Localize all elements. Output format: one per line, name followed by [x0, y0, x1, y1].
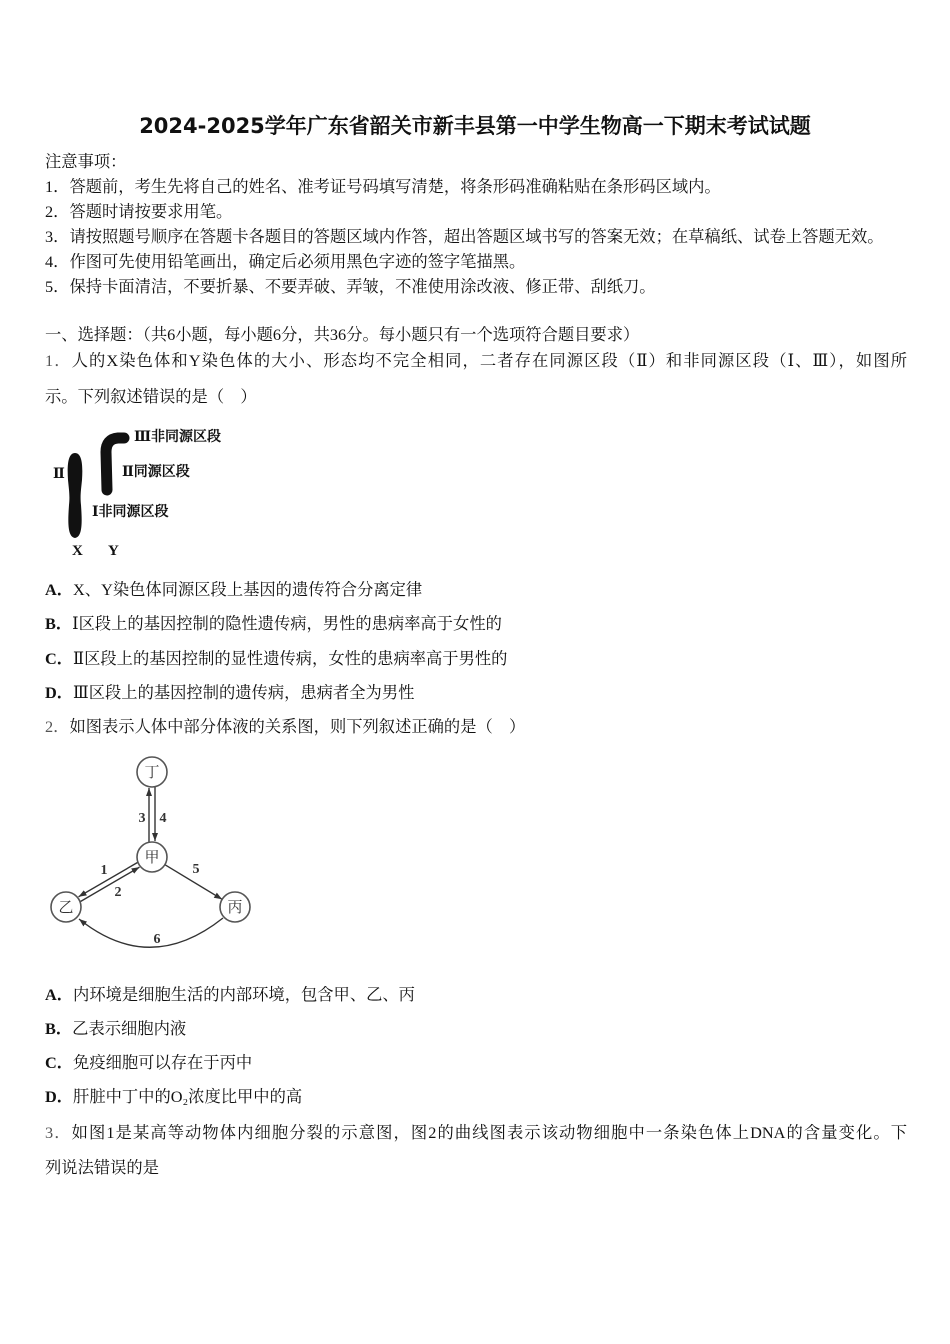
option-text: Ⅰ区段上的基因控制的隐性遗传病，男性的患病率高于女性的 [72, 614, 502, 634]
chromosome-figure [45, 420, 245, 565]
arrow-5-label: 5 [192, 862, 200, 877]
y-chromosome [106, 438, 124, 490]
option-letter: B． [45, 614, 73, 634]
question-number: 3． [45, 1123, 72, 1142]
option-c [45, 1046, 907, 1080]
notice-item-text: 答题时请按要求用笔。 [69, 202, 233, 221]
question-1-options [45, 573, 907, 710]
question-stem-text: 人的X染色体和Y染色体的大小、形态均不完全相同，二者存在同源区段（Ⅱ）和非同源区段（Ⅰ、Ⅲ），如图所 [71, 351, 907, 370]
arrow-1-label: 1 [100, 863, 108, 878]
option-letter: B． [45, 1019, 73, 1038]
notice-item-number: 5． [45, 277, 70, 296]
question-stem-line: 示。下列叙述错误的是（ ） [45, 387, 257, 406]
notice-heading: 注意事项： [45, 152, 127, 171]
node-bing-label: 丙 [227, 900, 243, 916]
notice-item [45, 199, 907, 224]
question-stem-text: 如图1是某高等动物体内细胞分裂的示意图，图2的曲线图表示该动物细胞中一条染色体上DNA的含量变化。下 [71, 1123, 907, 1142]
question-stem-line [45, 343, 907, 379]
arrow-2-label: 2 [114, 885, 122, 900]
arrow-4-label: 4 [159, 811, 167, 826]
option-b [45, 1012, 907, 1046]
option-letter: C． [45, 648, 74, 668]
option-text: 免疫细胞可以存在于丙中 [73, 1053, 253, 1072]
option-text: 肝脏中丁中的O₂浓度比甲中的高 [73, 1087, 303, 1106]
notice-item-text: 请按照题号顺序在答题卡各题目的答题区域内作答，超出答题区域书写的答案无效；在草稿纸、试卷上答题无效。 [69, 227, 884, 246]
x-chromosome [68, 453, 83, 538]
node-ding-label: 丁 [144, 765, 160, 781]
question-stem-line: 列说法错误的是 [45, 1158, 159, 1177]
question-2-stem [45, 710, 907, 744]
page-title: 2024-2025学年广东省韶关市新丰县第一中学生物高一下期末考试试题 [139, 114, 811, 138]
question-2-options [45, 978, 907, 1114]
option-text: 乙表示细胞内液 [72, 1019, 187, 1038]
node-yi-label: 乙 [58, 900, 74, 916]
notice-item-number: 2． [45, 202, 70, 221]
notice-item [45, 249, 907, 274]
question-stem-line [45, 710, 907, 744]
question-number: 2． [45, 717, 70, 736]
option-text: 内环境是细胞生活的内部环境，包含甲、乙、丙 [73, 985, 415, 1004]
notice-item-number: 3． [45, 227, 70, 246]
option-letter: D． [45, 1087, 74, 1106]
notice-item-text: 答题前，考生先将自己的姓名、准考证号码填写清楚，将条形码准确粘贴在条形码区域内。 [69, 177, 721, 196]
arrow-2 [80, 867, 139, 902]
option-letter: C． [45, 1053, 74, 1072]
notice-item [45, 274, 907, 299]
x-chromosome-label: X [72, 543, 83, 559]
arrow-6-label: 6 [153, 932, 161, 947]
option-a [45, 978, 907, 1012]
option-text: Ⅱ区段上的基因控制的显性遗传病，女性的患病率高于男性的 [73, 648, 508, 668]
segment-iii-label: Ⅲ非同源区段 [134, 430, 222, 445]
option-b [45, 607, 907, 641]
body-fluid-diagram [40, 750, 270, 960]
notice-item-number: 4． [45, 252, 70, 271]
question-3-stem [45, 1115, 907, 1185]
option-c [45, 642, 907, 676]
notice-block [45, 149, 907, 299]
x-segment-ii-label: Ⅱ [53, 467, 65, 482]
segment-ii-label: Ⅱ同源区段 [122, 465, 190, 480]
question-stem-line [45, 1115, 907, 1150]
notice-item-number: 1． [45, 177, 70, 196]
question-stem-text: 如图表示人体中部分体液的关系图，则下列叙述正确的是（ ） [69, 717, 526, 736]
option-d [45, 1080, 907, 1114]
option-letter: A． [45, 985, 74, 1004]
arrow-6 [79, 918, 223, 947]
segment-i-label: Ⅰ非同源区段 [92, 505, 169, 520]
notice-item [45, 174, 907, 199]
question-number: 1． [45, 351, 72, 370]
option-text: Ⅲ区段上的基因控制的遗传病，患病者全为男性 [73, 682, 415, 702]
notice-item [45, 224, 907, 249]
option-a [45, 573, 907, 607]
node-jia-label: 甲 [144, 850, 160, 866]
y-chromosome-label: Y [108, 543, 119, 559]
option-letter: D． [45, 682, 74, 702]
arrow-1 [79, 862, 138, 896]
option-d [45, 676, 907, 710]
question-1-stem [45, 343, 907, 415]
option-letter: A． [45, 580, 74, 599]
section-heading: 一、选择题：（共6小题，每小题6分，共36分。每小题只有一个选项符合题目要求） [45, 325, 640, 344]
arrow-3-label: 3 [138, 811, 146, 826]
option-text: X、Y染色体同源区段上基因的遗传符合分离定律 [73, 580, 423, 599]
notice-item-text: 作图可先使用铅笔画出，确定后必须用黑色字迹的签字笔描黑。 [69, 252, 526, 271]
notice-item-text: 保持卡面清洁，不要折暴、不要弄破、弄皱，不准使用涂改液、修正带、刮纸刀。 [69, 277, 656, 296]
